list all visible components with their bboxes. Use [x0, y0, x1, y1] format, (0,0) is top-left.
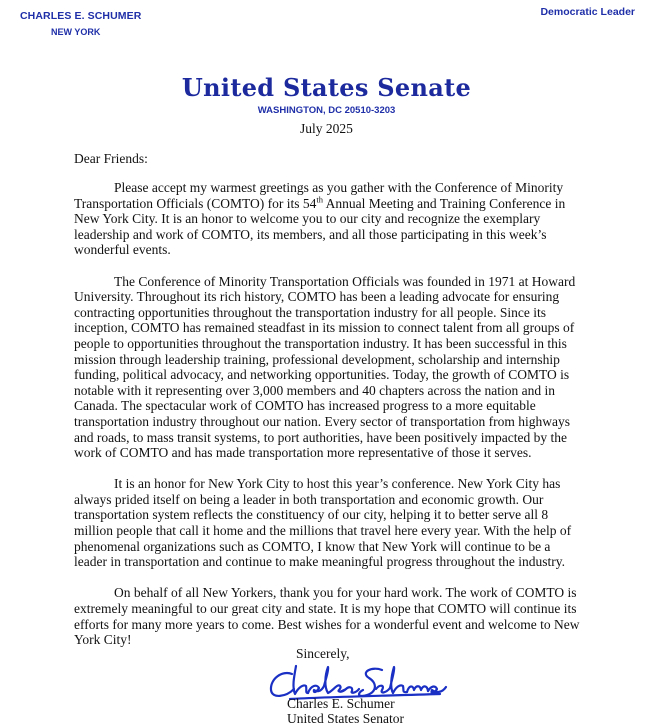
senator-name: CHARLES E. SCHUMER [20, 10, 142, 22]
letter-body [74, 180, 582, 663]
paragraph-2: The Conference of Minority Transportation Officials was founded in 1971 at Howard University. Throughout its rich history, COMTO has been a leading advocate for ensuring contracting opportunities throughout the transportation industry for all people. Since its inception, COMTO has remained steadfast in its mission to connect talent from all groups of people to opportunities throughout the transportation industry. It has been successful in this mission through leadership training, professional development, scholarship and internship funding, political advocacy, and networking opportunities. Today, the growth of COMTO is notable with it representing over 3,000 members and 40 chapters across the nation and in Canada. The spectacular work of COMTO has increased progress to a more equitable transportation industry throughout our nation. Every sector of transportation from highways and roads, to mass transit systems, to port authorities, have been positively impacted by the work of COMTO and has made transportation more representative of those it serves. [74, 273, 576, 461]
paragraph-4: On behalf of all New Yorkers, thank you for your hard work. The work of COMTO is extremely meaningful to our great city and state. It is my hope that COMTO will continue its efforts for many more years to come. Best wishes for a wonderful event and welcome to New York City! [74, 585, 580, 648]
senate-letterhead-title: United States Senate [181, 73, 472, 102]
senate-address: WASHINGTON, DC 20510-3203 [257, 105, 396, 116]
paragraph-3: It is an honor for New York City to host this year’s conference. New York City has always prided itself on being a leader in both transportation and economic growth. Our transportation system reflects the constituency of our city, helping it to better serve all 8 million people that call it home and the millions that travel here every year. With the help of phenomenal organizations such as COMTO, I know that New York will continue to be a leader in transportation and continue to make meaningful progress throughout the industry. [74, 476, 572, 570]
signer-title: United States Senator [287, 711, 404, 726]
signer-name: Charles E. Schumer [287, 696, 395, 711]
senator-state: NEW YORK [51, 27, 101, 37]
salutation: Dear Friends: [74, 151, 148, 166]
paragraph-1-text-b: Annual Meeting and Training Conference in New York City. It is an honor to welcome you to our city and recognize the exemplary leadership and work of COMTO, its members, and all those participating in this week’s wonderful events. [74, 195, 566, 258]
letterhead-senator-block [20, 10, 160, 37]
letter-date: July 2025 [300, 121, 353, 136]
paragraph-1-text-a: Please accept my warmest greetings as you gather with the Conference of Minority Transportation Officials (COMTO) for its 54 [74, 180, 564, 211]
paragraph-1 [74, 180, 582, 258]
closing: Sincerely, [296, 646, 350, 661]
senator-role: Democratic Leader [540, 6, 635, 18]
ordinal-suffix: th [316, 194, 323, 205]
